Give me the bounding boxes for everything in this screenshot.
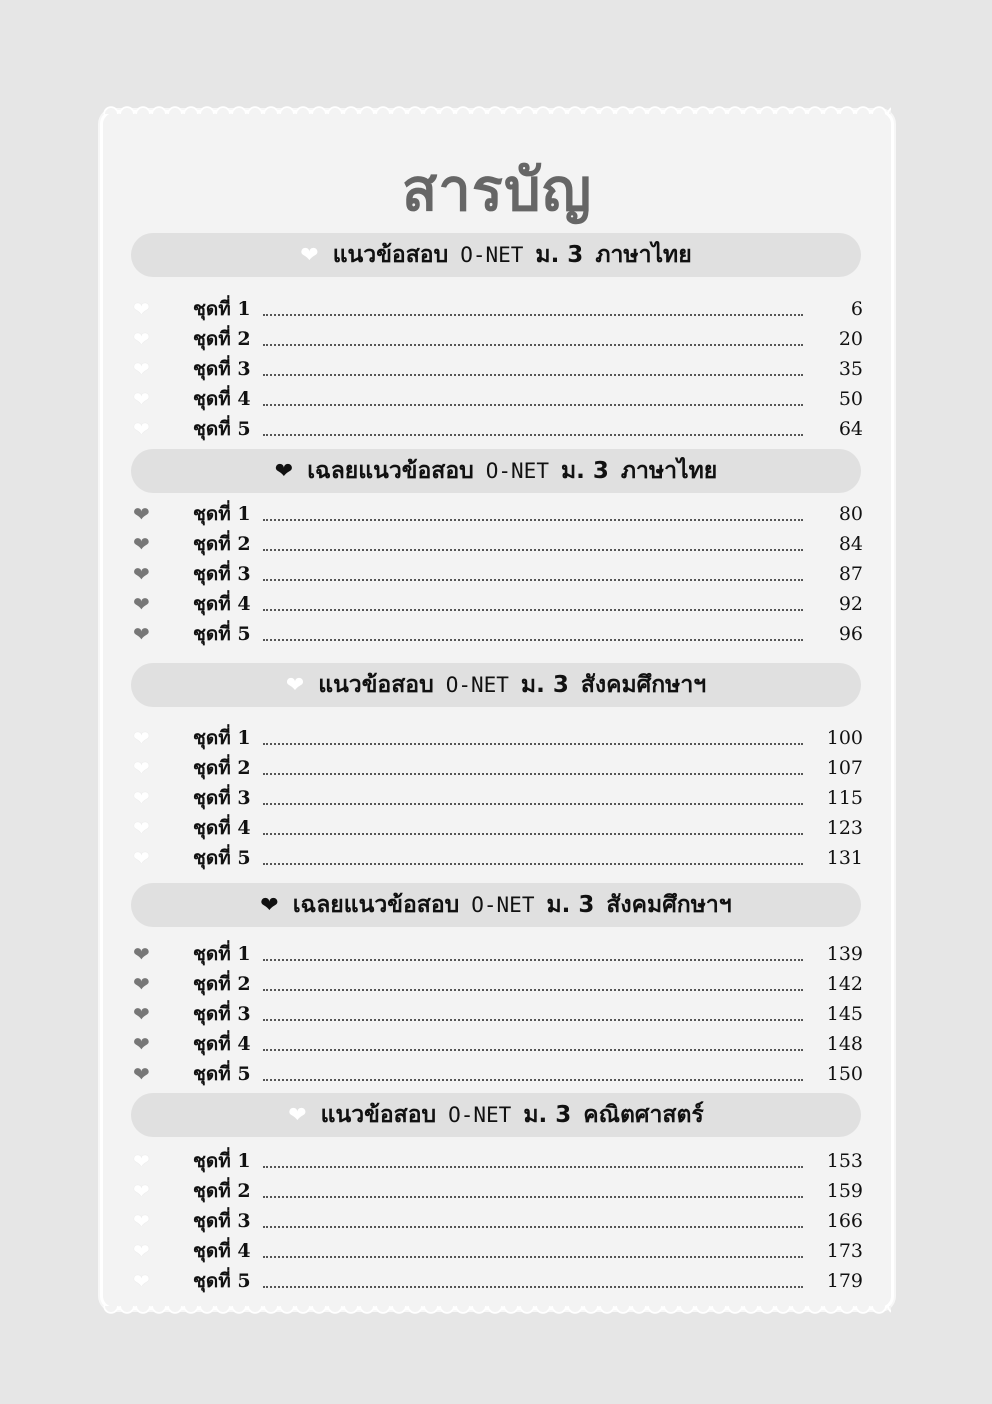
- section-level: ม. 3: [523, 1102, 572, 1128]
- page-number: 100: [826, 727, 863, 749]
- heart-icon: ❤: [133, 1032, 150, 1056]
- section-heading: เฉลยแนวข้อสอบ: [307, 458, 474, 484]
- toc-row[interactable]: [133, 1029, 863, 1059]
- entry-label: ชุดที่ 4: [193, 1240, 251, 1262]
- dot-leader: [263, 1195, 803, 1198]
- dot-leader: [263, 772, 803, 775]
- entry-label: ชุดที่ 4: [193, 817, 251, 839]
- heart-icon: ❤: [285, 672, 305, 698]
- dot-leader: [263, 1018, 803, 1021]
- entry-label: ชุดที่ 5: [193, 847, 251, 869]
- section-exam: O-NET: [445, 673, 509, 697]
- heart-icon: ❤: [133, 1179, 150, 1203]
- page-number: 50: [838, 388, 863, 410]
- entry-label: ชุดที่ 4: [193, 593, 251, 615]
- section-entries-social: [133, 723, 863, 873]
- toc-row[interactable]: [133, 753, 863, 783]
- dot-leader: [263, 373, 803, 376]
- toc-card: [100, 110, 894, 1310]
- toc-row[interactable]: [133, 324, 863, 354]
- section-level: ม. 3: [560, 458, 609, 484]
- section-banner-social-answers: [131, 883, 861, 927]
- page-number: 107: [826, 757, 863, 779]
- toc-row[interactable]: [133, 559, 863, 589]
- toc-row[interactable]: [133, 414, 863, 444]
- entry-label: ชุดที่ 1: [193, 727, 251, 749]
- scalloped-border-bottom: [103, 1306, 891, 1316]
- page-number: 35: [838, 358, 863, 380]
- entry-label: ชุดที่ 4: [193, 1033, 251, 1055]
- heart-icon: ❤: [133, 816, 150, 840]
- page-number: 153: [826, 1150, 863, 1172]
- page-number: 159: [826, 1180, 863, 1202]
- toc-row[interactable]: [133, 1206, 863, 1236]
- entry-label: ชุดที่ 1: [193, 1150, 251, 1172]
- page-number: 123: [826, 817, 863, 839]
- dot-leader: [263, 1048, 803, 1051]
- dot-leader: [263, 578, 803, 581]
- heart-icon: ❤: [133, 942, 150, 966]
- dot-leader: [263, 1285, 803, 1288]
- scalloped-border-top: [103, 104, 891, 114]
- entry-label: ชุดที่ 5: [193, 623, 251, 645]
- section-exam: O-NET: [460, 243, 524, 267]
- section-banner-thai-answers: [131, 449, 861, 493]
- page-number: 145: [826, 1003, 863, 1025]
- toc-row[interactable]: [133, 1059, 863, 1089]
- toc-row[interactable]: [133, 843, 863, 873]
- section-heading: เฉลยแนวข้อสอบ: [292, 892, 460, 918]
- section-entries-social-answers: [133, 939, 863, 1089]
- toc-row[interactable]: [133, 589, 863, 619]
- toc-row[interactable]: [133, 1266, 863, 1296]
- entry-label: ชุดที่ 3: [193, 358, 251, 380]
- dot-leader: [263, 403, 803, 406]
- toc-row[interactable]: [133, 294, 863, 324]
- entry-label: ชุดที่ 2: [193, 757, 251, 779]
- section-subject: คณิตศาสตร์: [583, 1102, 704, 1128]
- dot-leader: [263, 608, 803, 611]
- entry-label: ชุดที่ 3: [193, 787, 251, 809]
- section-entries-thai-answers: [133, 499, 863, 649]
- dot-leader: [263, 548, 803, 551]
- entry-label: ชุดที่ 2: [193, 533, 251, 555]
- dot-leader: [263, 862, 803, 865]
- heart-icon: ❤: [133, 357, 150, 381]
- dot-leader: [263, 1165, 803, 1168]
- page-number: 139: [826, 943, 863, 965]
- section-subject: สังคมศึกษาฯ: [580, 672, 707, 698]
- toc-row[interactable]: [133, 354, 863, 384]
- dot-leader: [263, 343, 803, 346]
- heart-icon: ❤: [133, 1209, 150, 1233]
- toc-row[interactable]: [133, 783, 863, 813]
- page-title: สารบัญ: [401, 156, 593, 224]
- heart-icon: ❤: [133, 972, 150, 996]
- page-number: 20: [838, 328, 863, 350]
- dot-leader: [263, 802, 803, 805]
- entry-label: ชุดที่ 5: [193, 1063, 251, 1085]
- toc-row[interactable]: [133, 384, 863, 414]
- page-number: 64: [838, 418, 863, 440]
- heart-icon: ❤: [133, 562, 150, 586]
- section-subject: ภาษาไทย: [620, 458, 718, 484]
- heart-icon: ❤: [260, 892, 279, 918]
- section-entries-thai: [133, 294, 863, 444]
- heart-icon: ❤: [133, 846, 150, 870]
- heart-icon: ❤: [133, 1002, 150, 1026]
- section-banner-social: [131, 663, 861, 707]
- toc-row[interactable]: [133, 1176, 863, 1206]
- entry-label: ชุดที่ 4: [193, 388, 251, 410]
- toc-row[interactable]: [133, 723, 863, 753]
- entry-label: ชุดที่ 3: [193, 1003, 251, 1025]
- entry-label: ชุดที่ 1: [193, 298, 251, 320]
- heart-icon: ❤: [133, 786, 150, 810]
- heart-icon: ❤: [133, 387, 150, 411]
- entry-label: ชุดที่ 3: [193, 1210, 251, 1232]
- heart-icon: ❤: [133, 622, 150, 646]
- heart-icon: ❤: [133, 592, 150, 616]
- page-number: 92: [838, 593, 863, 615]
- toc-row[interactable]: [133, 1146, 863, 1176]
- page-number: 87: [838, 563, 863, 585]
- section-heading: แนวข้อสอบ: [320, 1102, 437, 1128]
- toc-row[interactable]: [133, 813, 863, 843]
- heart-icon: ❤: [133, 1062, 150, 1086]
- toc-row[interactable]: [133, 999, 863, 1029]
- dot-leader: [263, 988, 803, 991]
- entry-label: ชุดที่ 5: [193, 418, 251, 440]
- toc-row[interactable]: [133, 969, 863, 999]
- section-level: ม. 3: [520, 672, 569, 698]
- entry-label: ชุดที่ 1: [193, 503, 251, 525]
- page-number: 179: [826, 1270, 863, 1292]
- page-number: 173: [826, 1240, 863, 1262]
- entry-label: ชุดที่ 2: [193, 1180, 251, 1202]
- heart-icon: ❤: [133, 756, 150, 780]
- section-subject: สังคมศึกษาฯ: [606, 892, 732, 918]
- page-number: 150: [826, 1063, 863, 1085]
- toc-row[interactable]: [133, 1236, 863, 1266]
- entry-label: ชุดที่ 3: [193, 563, 251, 585]
- section-exam: O-NET: [485, 459, 549, 483]
- entry-label: ชุดที่ 1: [193, 943, 251, 965]
- toc-row[interactable]: [133, 529, 863, 559]
- page-number: 80: [838, 503, 863, 525]
- section-banner-thai: [131, 233, 861, 277]
- heart-icon: ❤: [288, 1102, 307, 1128]
- dot-leader: [263, 1225, 803, 1228]
- dot-leader: [263, 433, 803, 436]
- entry-label: ชุดที่ 2: [193, 328, 251, 350]
- section-exam: O-NET: [471, 893, 535, 917]
- page-number: 96: [838, 623, 863, 645]
- dot-leader: [263, 742, 803, 745]
- dot-leader: [263, 958, 803, 961]
- entry-label: ชุดที่ 5: [193, 1270, 251, 1292]
- dot-leader: [263, 313, 803, 316]
- section-heading: แนวข้อสอบ: [332, 242, 449, 268]
- dot-leader: [263, 1078, 803, 1081]
- heart-icon: ❤: [133, 502, 150, 526]
- section-exam: O-NET: [448, 1103, 512, 1127]
- page-number: 131: [826, 847, 863, 869]
- page-number: 84: [838, 533, 863, 555]
- heart-icon: ❤: [274, 458, 294, 484]
- heart-icon: ❤: [133, 1269, 150, 1293]
- section-subject: ภาษาไทย: [595, 242, 692, 268]
- heart-icon: ❤: [133, 726, 150, 750]
- heart-icon: ❤: [133, 532, 150, 556]
- toc-row[interactable]: [133, 499, 863, 529]
- heart-icon: ❤: [133, 1239, 150, 1263]
- section-level: ม. 3: [535, 242, 584, 268]
- heart-icon: ❤: [133, 417, 150, 441]
- dot-leader: [263, 638, 803, 641]
- dot-leader: [263, 1255, 803, 1258]
- section-heading: แนวข้อสอบ: [318, 672, 434, 698]
- page-number: 142: [826, 973, 863, 995]
- toc-row[interactable]: [133, 939, 863, 969]
- heart-icon: ❤: [133, 297, 150, 321]
- section-banner-math: [131, 1093, 861, 1137]
- heart-icon: ❤: [300, 242, 319, 268]
- entry-label: ชุดที่ 2: [193, 973, 251, 995]
- page-number: 6: [850, 298, 863, 320]
- heart-icon: ❤: [133, 1149, 150, 1173]
- page-number: 166: [826, 1210, 863, 1232]
- heart-icon: ❤: [133, 327, 150, 351]
- dot-leader: [263, 518, 803, 521]
- dot-leader: [263, 832, 803, 835]
- page-number: 148: [826, 1033, 863, 1055]
- section-entries-math: [133, 1146, 863, 1296]
- toc-row[interactable]: [133, 619, 863, 649]
- section-level: ม. 3: [546, 892, 595, 918]
- page-number: 115: [826, 787, 863, 809]
